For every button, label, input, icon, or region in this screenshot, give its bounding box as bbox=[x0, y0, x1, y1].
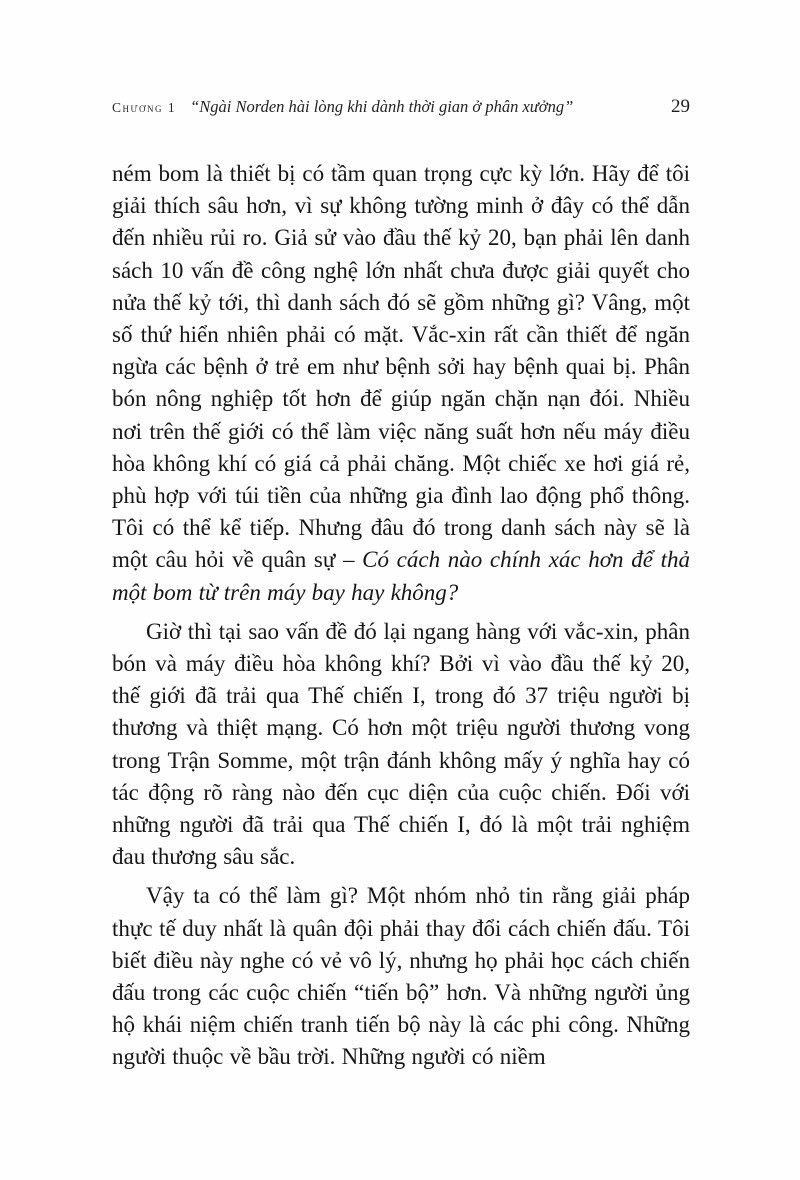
paragraph-1-italic-question: Có cách nào chính xác hơn để thả một bom từ trên máy bay hay không? bbox=[112, 547, 690, 605]
chapter-title: “Ngài Norden hài lòng khi dành thời gian ở phân xưởng” bbox=[190, 97, 574, 116]
page-header bbox=[112, 96, 690, 124]
paragraph-1-text: ném bom là thiết bị có tầm quan trọng cực kỳ lớn. Hãy để tôi giải thích sâu hơn, vì sự không tường minh ở đây có thể dẫn đến nhiều rủi ro. Giả sử vào đầu thế kỷ 20, bạn phải lên danh sách 10 vấn đề công nghệ lớn nhất chưa được giải quyết cho nửa thế kỷ tới, thì danh sách đó sẽ gồm những gì? Vâng, một số thứ hiển nhiên phải có mặt. Vắc-xin rất cần thiết để ngăn ngừa các bệnh ở trẻ em như bệnh sởi hay bệnh quai bị. Phân bón nông nghiệp tốt hơn để giúp ngăn chặn nạn đói. Nhiều nơi trên thế giới có thể làm việc năng suất hơn nếu máy điều hòa không khí có giá cả phải chăng. Một chiếc xe hơi giá rẻ, phù hợp với túi tiền của những gia đình lao động phổ thông. Tôi có thể kể tiếp. Nhưng đâu đó trong danh sách này sẽ là một câu hỏi về quân sự – bbox=[112, 161, 690, 573]
page-body bbox=[112, 158, 690, 1074]
page-number: 29 bbox=[671, 96, 690, 117]
running-head bbox=[112, 97, 573, 117]
paragraph-1 bbox=[112, 158, 690, 609]
chapter-label: Chương 1 bbox=[112, 100, 177, 115]
paragraph-2: Giờ thì tại sao vấn đề đó lại ngang hàng với vắc-xin, phân bón và máy điều hòa không khí? Bởi vì vào đầu thế kỷ 20, thế giới đã trải qua Thế chiến I, trong đó 37 triệu người bị thương và thiệt mạng. Có hơn một triệu người thương vong trong Trận Somme, một trận đánh không mấy ý nghĩa hay có tác động rõ ràng nào đến cục diện của cuộc chiến. Đối với những người đã trải qua Thế chiến I, đó là một trải nghiệm đau thương sâu sắc. bbox=[112, 618, 690, 870]
paragraph-3: Vậy ta có thể làm gì? Một nhóm nhỏ tin rằng giải pháp thực tế duy nhất là quân đội phải thay đổi cách chiến đấu. Tôi biết điều này nghe có vẻ vô lý, nhưng họ phải học cách chiến đấu trong các cuộc chiến “tiến bộ” hơn. Và những người ủng hộ khái niệm chiến tranh tiến bộ này là các phi công. Những người thuộc về bầu trời. Những người có niềm bbox=[112, 883, 690, 1070]
